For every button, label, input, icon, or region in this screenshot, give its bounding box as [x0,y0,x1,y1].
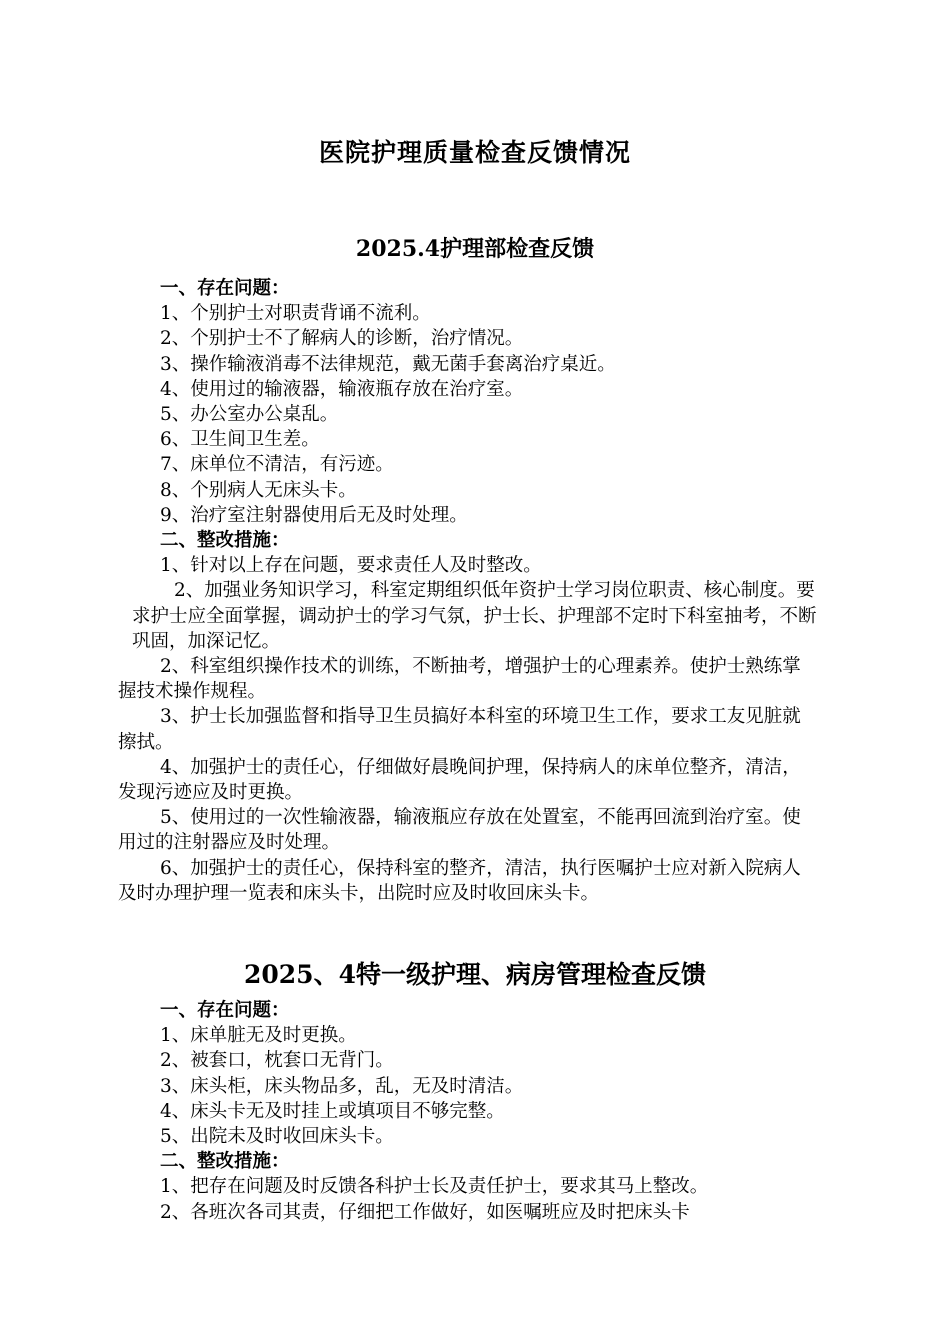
section-2-problem-item: 1、床单脏无及时更换。 [160,1025,357,1047]
section-1-measure-item: 3、护士长加强监督和指导卫生员搞好本科室的环境卫生工作，要求工友见脏就擦拭。 [118,706,801,753]
section-1-problem-item: 9、治疗室注射器使用后无及时处理。 [160,504,468,526]
section-1-problems-heading: 一、存在问题： [160,278,290,299]
section-2-measure-item: 1、把存在问题及时反馈各科护士长及责任护士，要求其马上整改。 [160,1176,709,1198]
section-1-measure-item: 1、针对以上存在问题，要求责任人及时整改。 [160,555,542,577]
section-2-body [118,998,818,1225]
document-title: 医院护理质量检查反馈情况 [318,138,631,167]
section-1-measures-heading: 二、整改措施： [160,530,290,552]
section-1-measure-item: 5、使用过的一次性输液器，输液瓶应存放在处置室，不能再回流到治疗室。使用过的注射器应及时处理。 [118,807,801,854]
section-1-problem-item: 7、床单位不清洁，有污迹。 [160,454,394,476]
section-2-measure-item: 2、各班次各司其责，仔细把工作做好，如医嘱班应及时把床头卡 [160,1201,690,1223]
section-1-problem-item: 8、个别病人无床头卡。 [160,479,357,501]
section-2-problems-heading: 一、存在问题： [160,1000,290,1021]
section-2-problem-item: 2、被套口，枕套口无背门。 [160,1050,394,1072]
section-2-problem-item: 5、出院未及时收回床头卡。 [160,1126,394,1148]
section-2-problem-item: 4、床头卡无及时挂上或填项目不够完整。 [160,1100,505,1122]
section-1-measure-item: 4、加强护士的责任心，仔细做好晨晚间护理，保持病人的床单位整齐，清洁，发现污迹应及时更换。 [118,756,801,804]
section-1-problem-item: 5、办公室办公桌乱。 [160,404,339,426]
section-2-title: 2025、4特一级护理、病房管理检查反馈 [244,960,706,989]
section-1-problem-item: 4、使用过的输液器，输液瓶存放在治疗室。 [160,378,524,400]
section-1-problem-item: 6、卫生间卫生差。 [160,429,320,451]
section-1-measure-item: 2、科室组织操作技术的训练，不断抽考，增强护士的心理素养。使护士熟练掌握技术操作规程。 [118,656,801,703]
section-1-problem-item: 2、个别护士不了解病人的诊断，治疗情况。 [160,328,524,350]
section-1-title: 2025.4护理部检查反馈 [355,236,595,262]
section-1-measure-item: 6、加强护士的责任心，保持科室的整齐，清洁，执行医嘱护士应对新入院病人及时办理护理一览表和床头卡，出院时应及时收回床头卡。 [118,857,801,904]
section-1-problem-item: 3、操作输液消毒不法律规范，戴无菌手套离治疗桌近。 [160,353,616,375]
section-1-measure-item: 2、加强业务知识学习，科室定期组织低年资护士学习岗位职责、核心制度。要求护士应全面掌握，调动护士的学习气氛，护士长、护理部不定时下科室抽考，不断巩固，加深记忆。 [132,580,817,652]
section-1-problem-item: 1、个别护士对职责背诵不流利。 [160,303,431,325]
section-2-measures-heading: 二、整改措施： [160,1151,290,1173]
section-1-body [118,276,818,906]
section-2-problem-item: 3、床头柜，床头物品多，乱，无及时清洁。 [160,1075,524,1097]
